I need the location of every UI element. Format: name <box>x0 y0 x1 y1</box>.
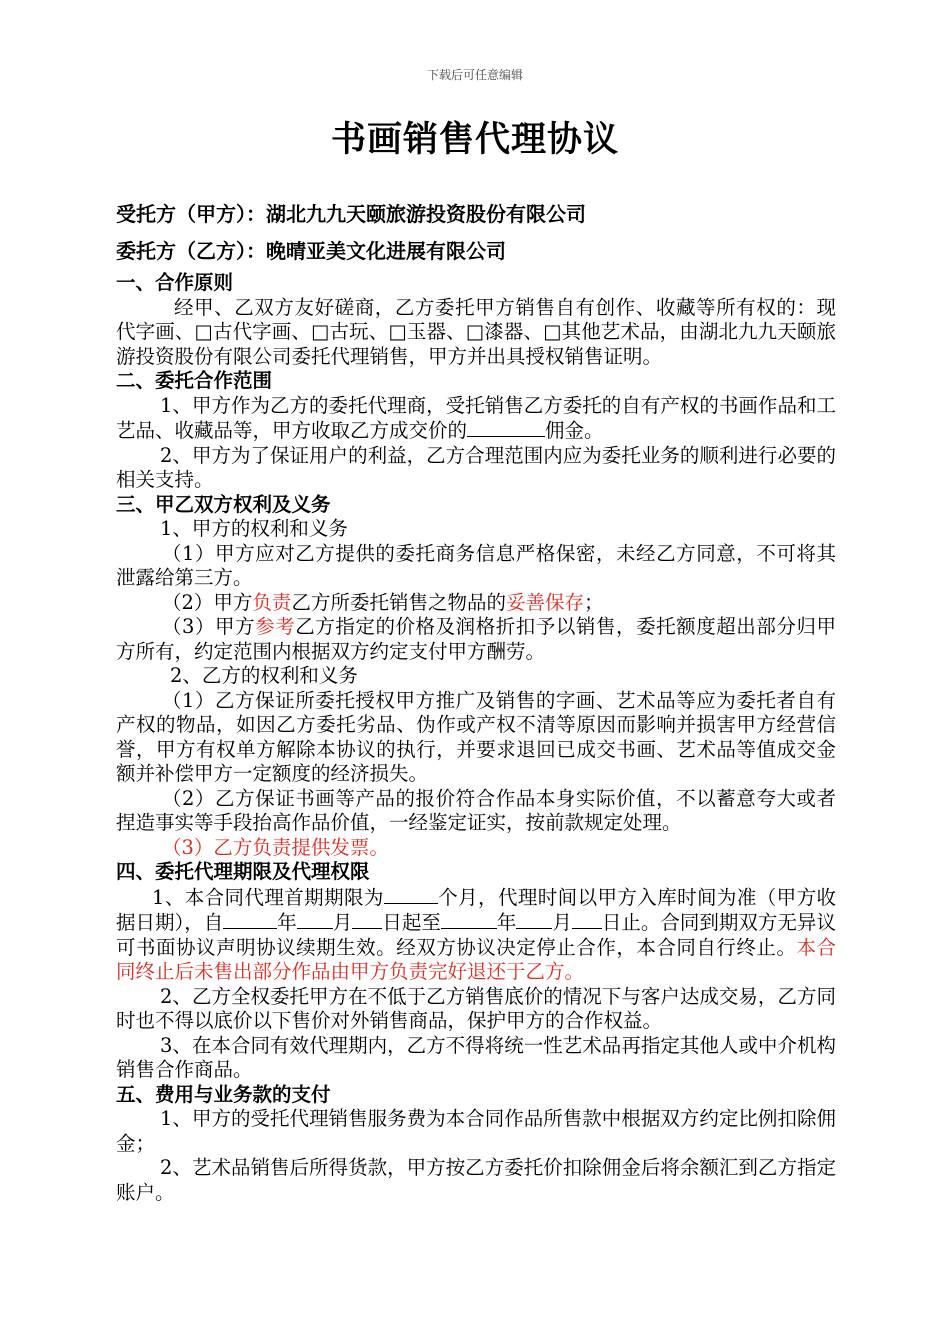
text-run: ； <box>583 590 604 614</box>
party-a-duty-1: （1）甲方应对乙方提供的委托商务信息严格保密，未经乙方同意，不可将其泄露给第三方。 <box>116 541 836 589</box>
section-2-text-1a: 1、甲方作为乙方的委托代理商，受托销售乙方委托的自有产权的书画作品和工艺品、收藏品等，甲方收取乙方成交价的 <box>116 393 836 442</box>
section-2-heading: 二、委托合作范围 <box>116 369 273 392</box>
section-4-heading: 四、委托代理期限及代理权限 <box>116 860 370 883</box>
text-run: 乙方所委托销售之物品的 <box>291 590 506 614</box>
section-5-paragraph-1: 1、甲方的受托代理销售服务费为本合同作品所售款中根据双方约定比例扣除佣金； <box>116 1107 836 1155</box>
text-run: 月 <box>552 911 572 934</box>
section-3-sub-1: 1、甲方的权利和义务 <box>160 517 348 540</box>
text-run: 月 <box>332 911 353 934</box>
text-run: 日止。 <box>601 911 661 934</box>
red-text-run: 妥善保存 <box>505 590 584 614</box>
party-a-duty-3 <box>116 615 836 664</box>
text-run: 乙方指定的价格及润格折扣予以销售，委托额度超出部分归甲方所有，约定范围内根据双方约定支付甲方酬劳。 <box>116 615 836 663</box>
text-run: 1、本合同代理首期期限为 <box>152 885 384 909</box>
section-4-paragraph-3: 3、在本合同有效代理期内，乙方不得将统一性艺术品再指定其他人或中介机构销售合作商品。 <box>116 1033 836 1081</box>
section-3-heading: 三、甲乙双方权利及义务 <box>116 492 331 516</box>
party-b-duty-1: （1）乙方保证所委托授权甲方推广及销售的字画、艺术品等应为委托者自有产权的物品，如因乙方委托劣品、伪作或产权不清等原因而影响并损害甲方经营信誉，甲方有权单方解除本协议的执行，并要求退回已成交书画、艺术品等值成交金额并补偿甲方一定额度的经济损失。 <box>116 688 836 785</box>
text-run: 日起至 <box>382 911 441 934</box>
end-month-blank[interactable] <box>516 910 552 929</box>
text-run: 合同到期双方无异议可书面协议声明协议续期生效。经双方协议决定停止合作，本合同自行终止。 <box>116 911 836 959</box>
agreement-body <box>116 271 836 1205</box>
section-5-paragraph-2: 2、艺术品销售后所得货款，甲方按乙方委托价扣除佣金后将余额汇到乙方指定账户。 <box>116 1156 836 1204</box>
commission-blank[interactable] <box>467 418 545 437</box>
party-b-duty-2: （2）乙方保证书画等产品的报价符合作品本身实际价值，不以蓄意夸大或者捏造事实等手段抬高作品价值，一经鉴定证实，按前款规定处理。 <box>116 786 836 834</box>
start-month-blank[interactable] <box>297 910 333 929</box>
red-text-run: 参考 <box>255 615 296 638</box>
text-run: 年 <box>277 911 297 934</box>
party-a-duty-2 <box>116 591 836 616</box>
red-text-run: 本合同终止后未售出部分作品由甲方负责完好退还于乙方。 <box>116 935 836 983</box>
section-4-paragraph-2: 2、乙方全权委托甲方在不低于乙方销售底价的情况下与客户达成交易，乙方同时也不得以底价以下售价对外销售商品，保护甲方的合作权益。 <box>116 984 836 1032</box>
section-1-paragraph: 经甲、乙双方友好磋商，乙方委托甲方销售自有创作、收藏等所有权的：现代字画、□古代字画、□古玩、□玉器、□漆器、□其他艺术品，由湖北九九天颐旅游投资股份有限公司委托代理销售，甲方并出具授权销售证明。 <box>116 295 836 368</box>
party-b-duty-3: （3）乙方负责提供发票。 <box>162 835 389 859</box>
section-2-paragraph-1 <box>116 394 836 444</box>
text-run: （2）甲方 <box>162 590 253 614</box>
text-run: 个月，代理时间以甲方入库时间为准（甲方收据日期），自 <box>116 885 836 934</box>
end-year-blank[interactable] <box>441 910 497 929</box>
section-3-sub-2: 2、乙方的权利和义务 <box>170 664 358 687</box>
end-day-blank[interactable] <box>572 910 602 929</box>
text-run: 年 <box>496 911 517 934</box>
red-text-run: 负责 <box>252 590 292 614</box>
party-b: 委托方（乙方）：晚晴亚美文化进展有限公司 <box>116 239 506 263</box>
text-run: （3）甲方 <box>162 615 256 638</box>
section-4-paragraph-1 <box>116 885 836 985</box>
document-title: 书画销售代理协议 <box>330 120 619 160</box>
section-1-heading: 一、合作原则 <box>116 271 234 294</box>
party-a: 受托方（甲方）：湖北九九天颐旅游投资股份有限公司 <box>116 202 586 226</box>
header-note: 下载后可任意编辑 <box>426 68 523 82</box>
term-months-blank[interactable] <box>384 885 438 904</box>
start-day-blank[interactable] <box>352 910 382 929</box>
start-year-blank[interactable] <box>223 910 277 929</box>
section-2-paragraph-2: 2、甲方为了保证用户的利益，乙方合理范围内应为委托业务的顺利进行必要的相关支持。 <box>116 443 836 491</box>
section-2-text-1b: 佣金。 <box>545 419 604 442</box>
section-5-heading: 五、费用与业务款的支付 <box>116 1082 331 1106</box>
